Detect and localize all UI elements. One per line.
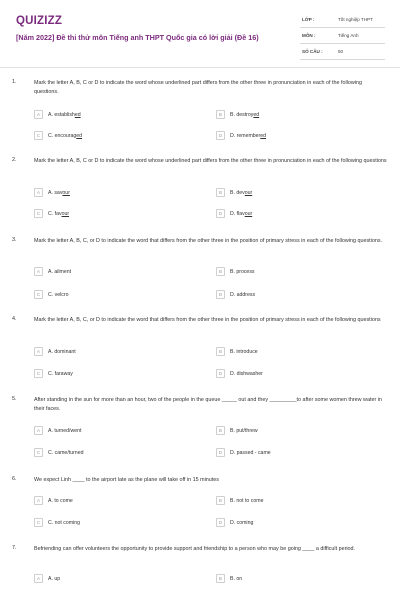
question-number: 2.	[12, 157, 17, 163]
meta-value: 50	[338, 49, 344, 54]
option-label: D. coming	[230, 519, 254, 526]
option-letter-box: C	[34, 131, 43, 140]
option-label: C. not coming	[48, 519, 81, 526]
option-label: A. up	[48, 575, 61, 582]
option-label: D. address	[230, 291, 256, 298]
option-letter-box: B	[216, 110, 225, 119]
option-letter-box: B	[216, 574, 225, 583]
option-letter-box: A	[34, 426, 43, 435]
option-letter-box: C	[34, 448, 43, 457]
question-number: 3.	[12, 237, 17, 243]
option-letter-box: A	[34, 496, 43, 505]
option-label: B. on	[230, 575, 243, 582]
question-number: 7.	[12, 545, 17, 551]
option-letter-box: D	[216, 290, 225, 299]
meta-label: MÔN :	[302, 33, 316, 38]
page-title: [Năm 2022] Đề thi thử môn Tiếng anh THPT Quốc gia có lời giải (Đề 16)	[16, 33, 259, 42]
option-letter-box: B	[216, 267, 225, 276]
question-text: Befriending can offer volunteers the opportunity to provide support and friendship to a person who may be going ____ a difficult period.	[34, 546, 356, 552]
option-label: C. faraway	[48, 370, 73, 377]
option-label: B. introduce	[230, 348, 258, 355]
option-label: B. process	[230, 268, 255, 275]
question-text: We expect Linh ____ to the airport late as the plane will take off in 15 minutes	[34, 477, 219, 483]
option-letter-box: D	[216, 369, 225, 378]
option-label: D. passed - came	[230, 449, 271, 456]
option-letter-box: B	[216, 426, 225, 435]
option-letter-box: B	[216, 347, 225, 356]
option-letter-box: A	[34, 110, 43, 119]
question-text: Mark the letter A, B, C or D to indicate the word whose underlined part differs from the other three in pronunciation in each of the following questions	[34, 158, 387, 164]
option-label: C. velcro	[48, 291, 69, 298]
question-text: Mark the letter A, B, C, or D to indicate the word that differs from the other three in the position of primary stress in each of the following questions.	[34, 238, 383, 244]
option-letter-box: A	[34, 347, 43, 356]
question-number: 5.	[12, 396, 17, 402]
option-label: C. favour	[48, 210, 70, 217]
option-letter-box: C	[34, 518, 43, 527]
option-letter-box: D	[216, 209, 225, 218]
option-letter-box: B	[216, 496, 225, 505]
header-divider	[0, 67, 400, 68]
option-letter-box: B	[216, 188, 225, 197]
question-number: 6.	[12, 476, 17, 482]
question-text: After standing in the sun for more than an hour, two of the people in the queue _____ out and they _________to after some women threw water in their faces.	[34, 397, 382, 412]
option-letter-box: C	[34, 290, 43, 299]
option-label: A. savour	[48, 189, 70, 196]
option-label: A. ailment	[48, 268, 72, 275]
question-number: 1.	[12, 79, 17, 85]
option-letter-box: D	[216, 448, 225, 457]
meta-row-subject	[300, 28, 385, 44]
option-label: D. dishwasher	[230, 370, 263, 377]
option-label: B. destroyed	[230, 111, 260, 118]
option-label: A. turned/went	[48, 427, 82, 434]
option-label: B. devour	[230, 189, 253, 196]
meta-row-count	[300, 44, 385, 60]
meta-value: Tốt nghiệp THPT	[338, 17, 373, 22]
option-letter-box: D	[216, 518, 225, 527]
question-text: Mark the letter A, B, C or D to indicate the word whose underlined part differs from the other three in pronunciation in each of the following questions.	[34, 80, 363, 95]
meta-table	[300, 12, 385, 60]
worksheet-header	[15, 12, 385, 70]
option-label: A. dominant	[48, 348, 76, 355]
option-label: A. established	[48, 111, 81, 118]
option-label: B. not to come	[230, 497, 264, 504]
option-label: B. put/threw	[230, 427, 258, 434]
option-label: A. to come	[48, 497, 73, 504]
option-label: D. flavour	[230, 210, 253, 217]
option-letter-box: C	[34, 369, 43, 378]
option-letter-box: D	[216, 131, 225, 140]
meta-label: SỐ CÂU :	[302, 49, 323, 54]
quizizz-logo: QUIZIZZ	[16, 15, 63, 27]
option-letter-box: A	[34, 188, 43, 197]
option-label: C. encouraged	[48, 132, 83, 139]
option-letter-box: A	[34, 267, 43, 276]
option-label: C. came/turned	[48, 449, 84, 456]
meta-row-class	[300, 12, 385, 28]
option-letter-box: A	[34, 574, 43, 583]
option-letter-box: C	[34, 209, 43, 218]
meta-label: LỚP :	[302, 17, 315, 22]
option-label: D. remembered	[230, 132, 267, 139]
question-number: 4.	[12, 316, 17, 322]
meta-value: Tiếng Anh	[338, 33, 359, 38]
question-text: Mark the letter A, B, C, or D to indicate the word that differs from the other three in the position of primary stress in each of the following questions	[34, 317, 381, 323]
